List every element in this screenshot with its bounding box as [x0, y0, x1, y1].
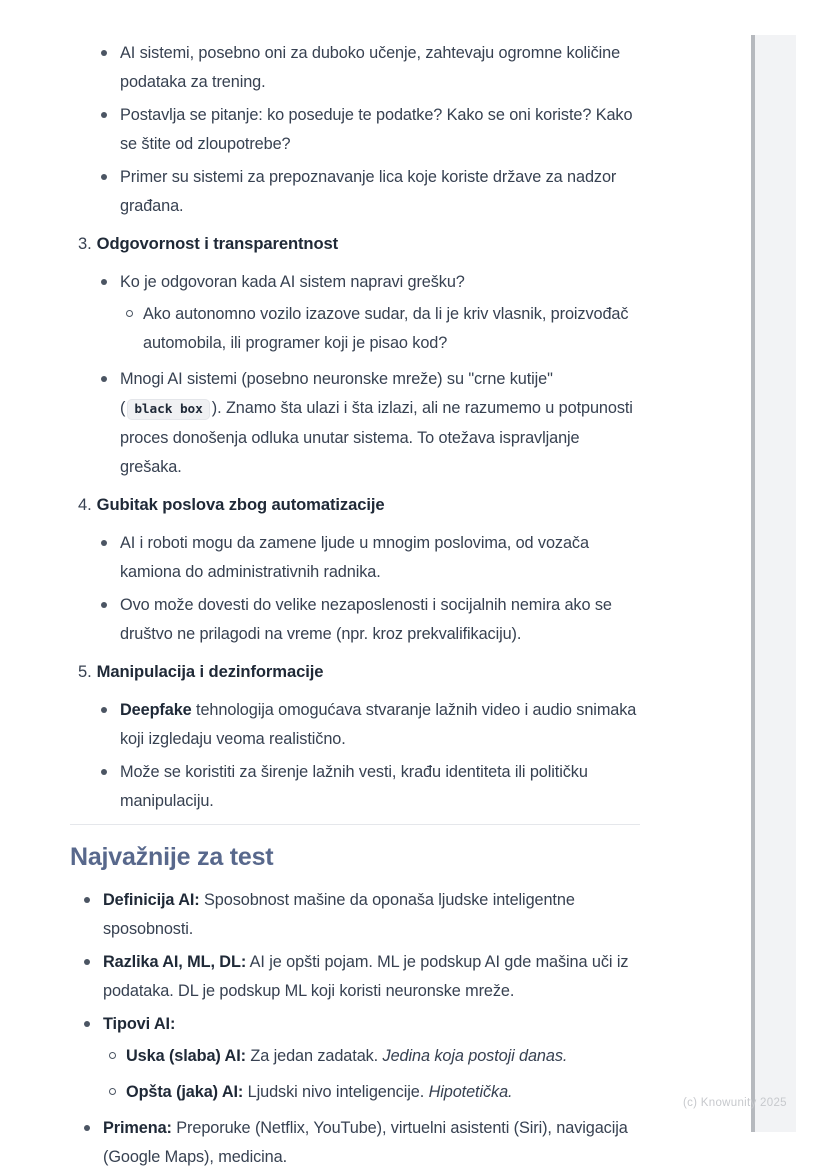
bullet-text: Preporuke (Netflix, YouTube), virtuelni asistenti (Siri), navigacija (Google Maps), medicina.	[103, 1119, 628, 1166]
list-item	[120, 365, 640, 482]
watermark: (c) Knowunity 2025	[683, 1097, 787, 1109]
bullet-text: Mnogi AI sistemi (posebno neuronske mreže) su "crne kutije" (	[120, 370, 553, 417]
italic-text: Jedina koja postoji danas.	[382, 1047, 568, 1065]
summary-heading: Najvažnije za test	[70, 843, 274, 871]
sub-bullet-list	[103, 1042, 640, 1107]
bullet-text: ). Znamo šta ulazi i šta izlazi, ali ne razumemo u potpunosti proces donošenja odluka unutar sistema. To otežava ispravljanje grešaka.	[120, 399, 633, 476]
list-item	[120, 591, 640, 649]
summary-list	[70, 886, 640, 1172]
italic-text: Hipotetička.	[428, 1083, 513, 1101]
section-bullet-list	[70, 696, 640, 816]
list-item	[103, 886, 640, 944]
bullet-text: Postavlja se pitanje: ko poseduje te podatke? Kako se oni koriste? Kako se štite od zloupotrebe?	[120, 106, 633, 153]
bold-term: Tipovi AI:	[103, 1015, 176, 1033]
divider	[70, 824, 640, 825]
bullet-text: Sposobnost mašine da oponaša ljudske inteligentne sposobnosti.	[103, 891, 575, 938]
document-page	[70, 39, 640, 1176]
section-number: 5.	[78, 662, 92, 681]
list-item	[103, 1114, 640, 1172]
bold-term: Definicija AI:	[103, 891, 200, 909]
bullet-text: AI i roboti mogu da zamene ljude u mnogim poslovima, od vozača kamiona do administrativnih radnika.	[120, 534, 589, 581]
bullet-text: Ko je odgovoran kada AI sistem napravi grešku?	[120, 273, 465, 291]
bold-term: Opšta (jaka) AI:	[126, 1083, 244, 1101]
bullet-text: Za jedan zadatak.	[245, 1047, 383, 1065]
bold-term: Deepfake	[120, 701, 192, 719]
list-item	[120, 39, 640, 97]
bold-term: Razlika AI, ML, DL:	[103, 953, 247, 971]
list-item	[120, 758, 640, 816]
list-item	[120, 268, 640, 358]
bullet-text: AI je opšti pojam. ML je podskup AI gde mašina uči iz podataka. DL je podskup ML koji koristi neuronske mreže.	[103, 953, 629, 1000]
bullet-text: Ako autonomno vozilo izazove sudar, da li je kriv vlasnik, proizvođač automobila, ili programer koji je pisao kod?	[143, 305, 629, 352]
section-number: 4.	[78, 495, 92, 514]
sub-bullet-list	[120, 300, 640, 358]
bullet-text: tehnologija omogućava stvaranje lažnih video i audio snimaka koji izgledaju veoma realistično.	[120, 701, 637, 748]
inline-code: black box	[127, 399, 209, 420]
numbered-section-title	[78, 229, 640, 258]
bold-term: Primena:	[103, 1119, 172, 1137]
bullet-text: AI sistemi, posebno oni za duboko učenje, zahtevaju ogromne količine podataka za trening.	[120, 44, 621, 91]
numbered-section-title	[78, 490, 640, 519]
section-title-text: Odgovornost i transparentnost	[96, 234, 339, 253]
section-bullet-list	[70, 268, 640, 482]
list-item	[126, 1042, 640, 1071]
list-item	[103, 948, 640, 1006]
section-title-text: Manipulacija i dezinformacije	[96, 662, 324, 681]
bullet-text: Primer su sistemi za prepoznavanje lica koje koriste države za nadzor građana.	[120, 168, 617, 215]
list-item	[143, 300, 640, 358]
bullet-text: Ljudski nivo inteligencije.	[243, 1083, 429, 1101]
list-item	[120, 163, 640, 221]
bold-term: Uska (slaba) AI:	[126, 1047, 246, 1065]
numbered-section-title	[78, 657, 640, 686]
list-item	[126, 1078, 640, 1107]
list-item	[120, 696, 640, 754]
list-item	[120, 529, 640, 587]
section-number: 3.	[78, 234, 92, 253]
list-item	[120, 101, 640, 159]
bullet-text: Može se koristiti za širenje lažnih vesti, krađu identiteta ili političku manipulaciju.	[120, 763, 588, 810]
bullet-text: Ovo može dovesti do velike nezaposlenosti i socijalnih nemira ako se društvo ne prilagodi na vreme (npr. kroz prekvalifikaciju).	[120, 596, 612, 643]
scrollbar-track[interactable]	[751, 35, 796, 1132]
section-title-text: Gubitak poslova zbog automatizacije	[96, 495, 385, 514]
intro-bullet-list	[70, 39, 640, 221]
list-item	[103, 1010, 640, 1107]
section-bullet-list	[70, 529, 640, 649]
